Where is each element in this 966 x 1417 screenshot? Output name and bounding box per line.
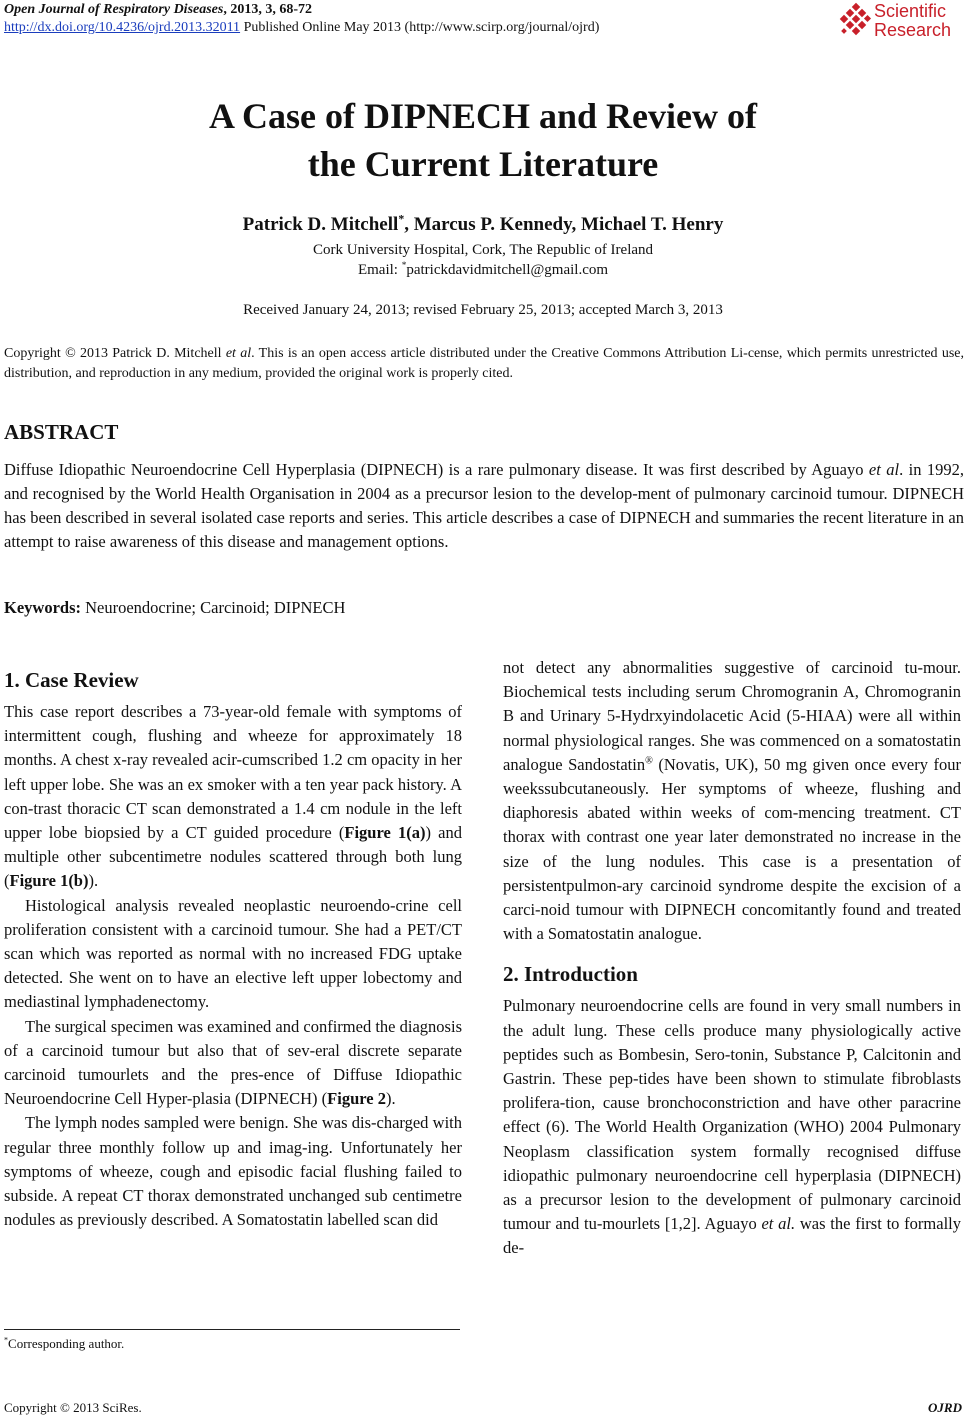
title-line-2: the Current Literature	[307, 144, 659, 184]
footnote-rule	[4, 1329, 460, 1330]
copyright-post: . This is an open access article distributed under the Creative Commons Attribution Li-cense, which permits unrestricted use, distribution, and reproduction in any medium, provided the original work is properly cited.	[4, 346, 964, 381]
abstract-part-2: . in 1992, and recognised by the World Health Organisation in 2004 as a precursor lesion to the develop-ment of pulmonary carcinoid tumour. DIPNECH has been described in several isolated case reports and series. This article describes a case of DIPNECH and summaries the recent literature in an attempt to raise awareness of this disease and management options.	[4, 460, 964, 551]
scirp-logo-icon	[838, 2, 872, 42]
footnote-mark: *	[4, 1335, 9, 1345]
copyright-pre: Copyright © 2013 Patrick D. Mitchell	[4, 346, 226, 361]
footnote	[4, 1336, 124, 1352]
text-run: This case report describes a 73-year-old female with symptoms of intermittent cough, flushing and wheeze for approximately 18 months. A chest x-ray revealed acir-cumscribed 1.2 cm opacity in her left upper lobe. She was an ex smoker with a ten year pack history. A con-trast thoracic CT scan demonstrated a 1.4 cm nodule in the left upper lobe biopsied by a CT guided procedure (	[4, 702, 462, 843]
email-label: Email:	[357, 262, 402, 278]
email-address: patrickdavidmitchell@gmail.com	[406, 262, 609, 278]
footnote-text: Corresponding author.	[8, 1336, 125, 1351]
email-mark: *	[401, 261, 407, 271]
text-run: ) and multiple other subcentimetre nodules scattered through both lung (	[4, 823, 462, 891]
figure-1a-ref[interactable]: Figure 1(a)	[344, 823, 426, 843]
abstract-heading: ABSTRACT	[4, 420, 119, 444]
case-paragraph-4: The lymph nodes sampled were benign. She was dis-charged with regular three monthly follow up and imag-ing. Unfortunately her symptoms of wheeze, cough and episodic facial flushing failed to subside. A repeat CT thorax demonstrated unchanged sub centimetre nodules as previously described. A Somatostatin labelled scan did	[4, 1113, 462, 1230]
logo-line-2: Research	[874, 20, 952, 40]
registered-mark: ®	[645, 755, 653, 767]
case-paragraph-1	[4, 700, 462, 894]
intro-etal: et al.	[761, 1214, 796, 1234]
affiliation: Cork University Hospital, Cork, The Republic of Ireland	[312, 242, 654, 258]
published-note: Published Online May 2013 (http://www.scirp.org/journal/ojrd)	[240, 20, 600, 35]
section-2-heading: 2. Introduction	[503, 962, 638, 987]
logo-line-1: Scientific	[874, 1, 947, 21]
other-authors: , Marcus P. Kennedy, Michael T. Henry	[404, 214, 724, 235]
title-line-1: A Case of DIPNECH and Review of	[209, 96, 757, 136]
figure-1b-ref[interactable]: Figure 1(b)	[9, 871, 89, 891]
keywords	[4, 598, 345, 618]
journal-volume: , 2013, 3, 68-72	[223, 2, 313, 17]
text-run: (Novatis, UK), 50 mg given once every four weekssubcutaneously. Her symptoms of wheeze, flushing and diaphoresis abated within weeks of com-mencing treatment. CT thorax with contrast one year later demonstrated no increase in the size of the lung nodules. This case is a presentation of persistentpulmon-ary carcinoid syndrome despite the excision of a carci-noid tumour with DIPNECH concomitantly found and treated with a Somatostatin analogue.	[503, 754, 962, 944]
corresponding-mark: *	[398, 212, 405, 226]
abstract-text	[4, 458, 964, 554]
copyright-notice	[4, 344, 964, 384]
text-run: ).	[88, 871, 99, 891]
footer-copyright: Copyright © 2013 SciRes.	[4, 1400, 142, 1415]
section-1-heading: 1. Case Review	[4, 668, 139, 692]
text-run: not detect any abnormalities suggestive of carcinoid tu-mour. Biochemical tests including serum Chromogranin A, Chromogranin B and Urinary 5-Hydrxyindolacetic Acid (5-HIAA) were all within normal physiological ranges. She was commenced on a somatostatin analogue Sandostatin	[503, 658, 961, 774]
doi-line	[4, 20, 599, 36]
author-1: Patrick D. Mitchell	[242, 214, 399, 235]
affiliation-block	[0, 240, 966, 280]
doi-link[interactable]: http://dx.doi.org/10.4236/ojrd.2013.32011	[4, 20, 241, 35]
text-run: Pulmonary neuroendocrine cells are found in very small numbers in the adult lung. These cells produce many physiologically active peptides such as Bombesin, Sero-tonin, Substance P, Calcitonin and Gastrin. These pep-tides have been shown to stimulate fibroblasts prolifera-tion, cause bronchoconstriction and have other paracrine effect (6). The World Health Organization (WHO) 2004 Pulmonary Neoplasm classification system formally recognised diffuse idiopathic pulmonary neuroendocrine cell hyperplasia (DIPNECH) as a precursor lesion to the development of pulmonary carcinoid tumour and tu-mourlets [1,2]. Aguayo	[503, 996, 961, 1234]
abstract-etal: et al	[868, 460, 900, 479]
keywords-list: Neuroendocrine; Carcinoid; DIPNECH	[81, 598, 346, 617]
case-paragraph-2: Histological analysis revealed neoplastic neuroendo-crine cell proliferation consistent with a carcinoid tumour. She had a PET/CT scan which was reported as normal with no increased FDG uptake detected. She went on to have an elective left upper lobectomy and mediastinal lymphadenectomy.	[4, 895, 462, 1012]
author-list	[0, 214, 966, 236]
case-paragraph-3	[4, 1015, 462, 1112]
copyright-etal: et al	[225, 346, 252, 361]
left-column	[4, 666, 462, 1232]
journal-citation	[4, 2, 312, 18]
footer-journal-abbrev: OJRD	[928, 1400, 962, 1415]
received-dates: Received January 24, 2013; revised February 25, 2013; accepted March 3, 2013	[243, 302, 723, 318]
journal-name: Open Journal of Respiratory Diseases	[4, 2, 224, 17]
text-run: ).	[385, 1089, 396, 1109]
text-run: was the first to formally de-	[503, 1214, 961, 1258]
keywords-label: Keywords:	[4, 598, 81, 617]
abstract-part-1: Diffuse Idiopathic Neuroendocrine Cell Hyperplasia (DIPNECH) is a rare pulmonary disease. It was first described by Aguayo	[4, 460, 869, 479]
right-column	[503, 656, 961, 1261]
publisher-logo	[838, 2, 962, 44]
email-line	[0, 260, 966, 280]
paper-title	[0, 92, 966, 188]
figure-2-ref[interactable]: Figure 2	[327, 1089, 386, 1109]
case-paragraph-5	[503, 656, 961, 946]
logo-wordmark	[874, 2, 951, 40]
text-run: The surgical specimen was examined and confirmed the diagnosis of a carcinoid tumour but also that of sev-eral discrete separate carcinoid tumourlets and the pres-ence of Diffuse Idiopathic Neuroendocrine Cell Hyper-plasia (DIPNECH) (	[4, 1016, 462, 1109]
intro-paragraph-1	[503, 994, 961, 1260]
